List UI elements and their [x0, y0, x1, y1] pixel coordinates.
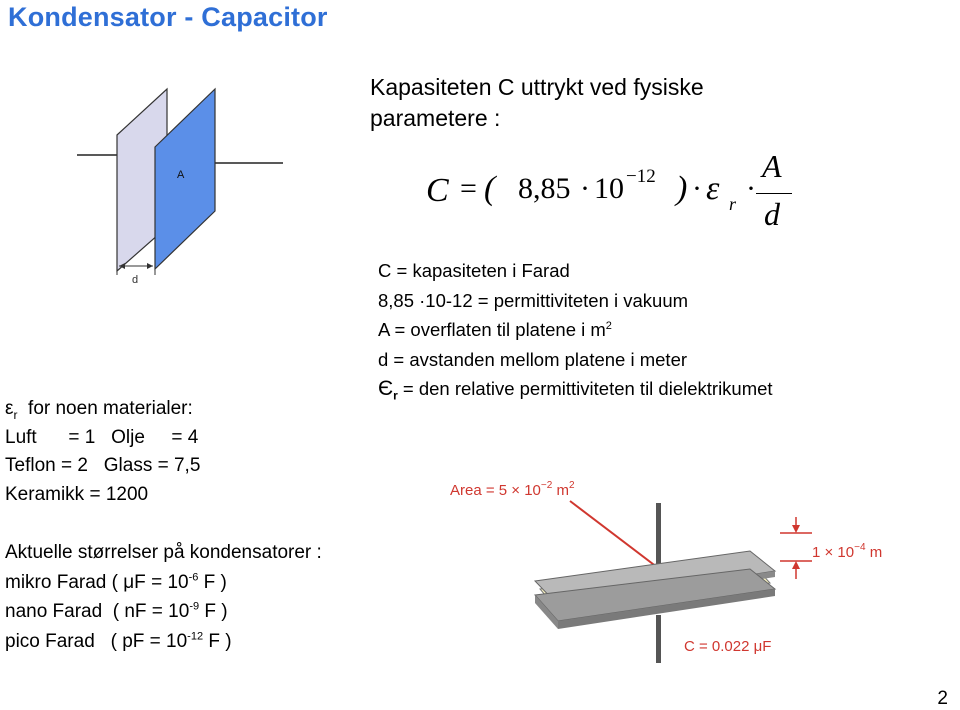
- capacitor-sizes: [5, 538, 322, 656]
- materials-list: [5, 395, 200, 509]
- parallel-plate-sketch: [65, 75, 305, 290]
- materials-header: $\varepsilon_r$ for noen materialer:: [5, 398, 193, 422]
- def-c: C = kapasiteten i Farad: [378, 260, 570, 281]
- materials-line-3: Keramikk = 1200: [5, 483, 149, 505]
- def-permittivity: 8,85 ·10-12 = permittiviteten i vakuum: [378, 289, 689, 311]
- sizes-micro: mikro Farad ( $\mu F = 10^{-6}$ F ): [5, 571, 227, 593]
- definitions-list: [378, 256, 773, 404]
- def-distance: d = avstanden mellom platene i meter: [378, 348, 688, 370]
- fraction-bar: [756, 193, 792, 194]
- capacitance-formula: C = ( 8,85 · 10 −12 ) · ε r · A d: [420, 150, 800, 242]
- gap-label: d: [132, 274, 139, 286]
- sizes-nano: nano Farad ( nF = $10^{-9}$ F ): [5, 600, 228, 622]
- def-area: A = overflaten til platene i $m^2$: [378, 319, 612, 340]
- plate-area-label: A: [177, 169, 185, 181]
- capacitance-label: C = 0.022 μF: [684, 638, 772, 655]
- sizes-pico: pico Farad ( pF = $10^{-12}$ F ): [5, 630, 232, 652]
- formula-heading: Kapasiteten C uttrykt ved fysiske parametere :: [370, 74, 704, 131]
- sizes-header: Aktuelle størrelser på kondensatorer :: [5, 542, 322, 563]
- separation-label: $1 \times 10^{-4}$ m: [812, 542, 883, 561]
- area-label: Area = $5 \times 10^{-2}$ $m^2$: [450, 480, 575, 499]
- materials-line-2: Teflon = 2 Glass = 7,5: [5, 455, 201, 476]
- def-relative-permittivity: $Є_r$ = den relative permittiviteten til dielektrikumet: [378, 377, 773, 403]
- capacitor-illustration: [440, 465, 920, 665]
- page-title: Kondensator - Capacitor: [8, 2, 328, 32]
- page-number: 2: [937, 688, 948, 709]
- materials-line-1: Luft = 1 Olje = 4: [5, 426, 199, 448]
